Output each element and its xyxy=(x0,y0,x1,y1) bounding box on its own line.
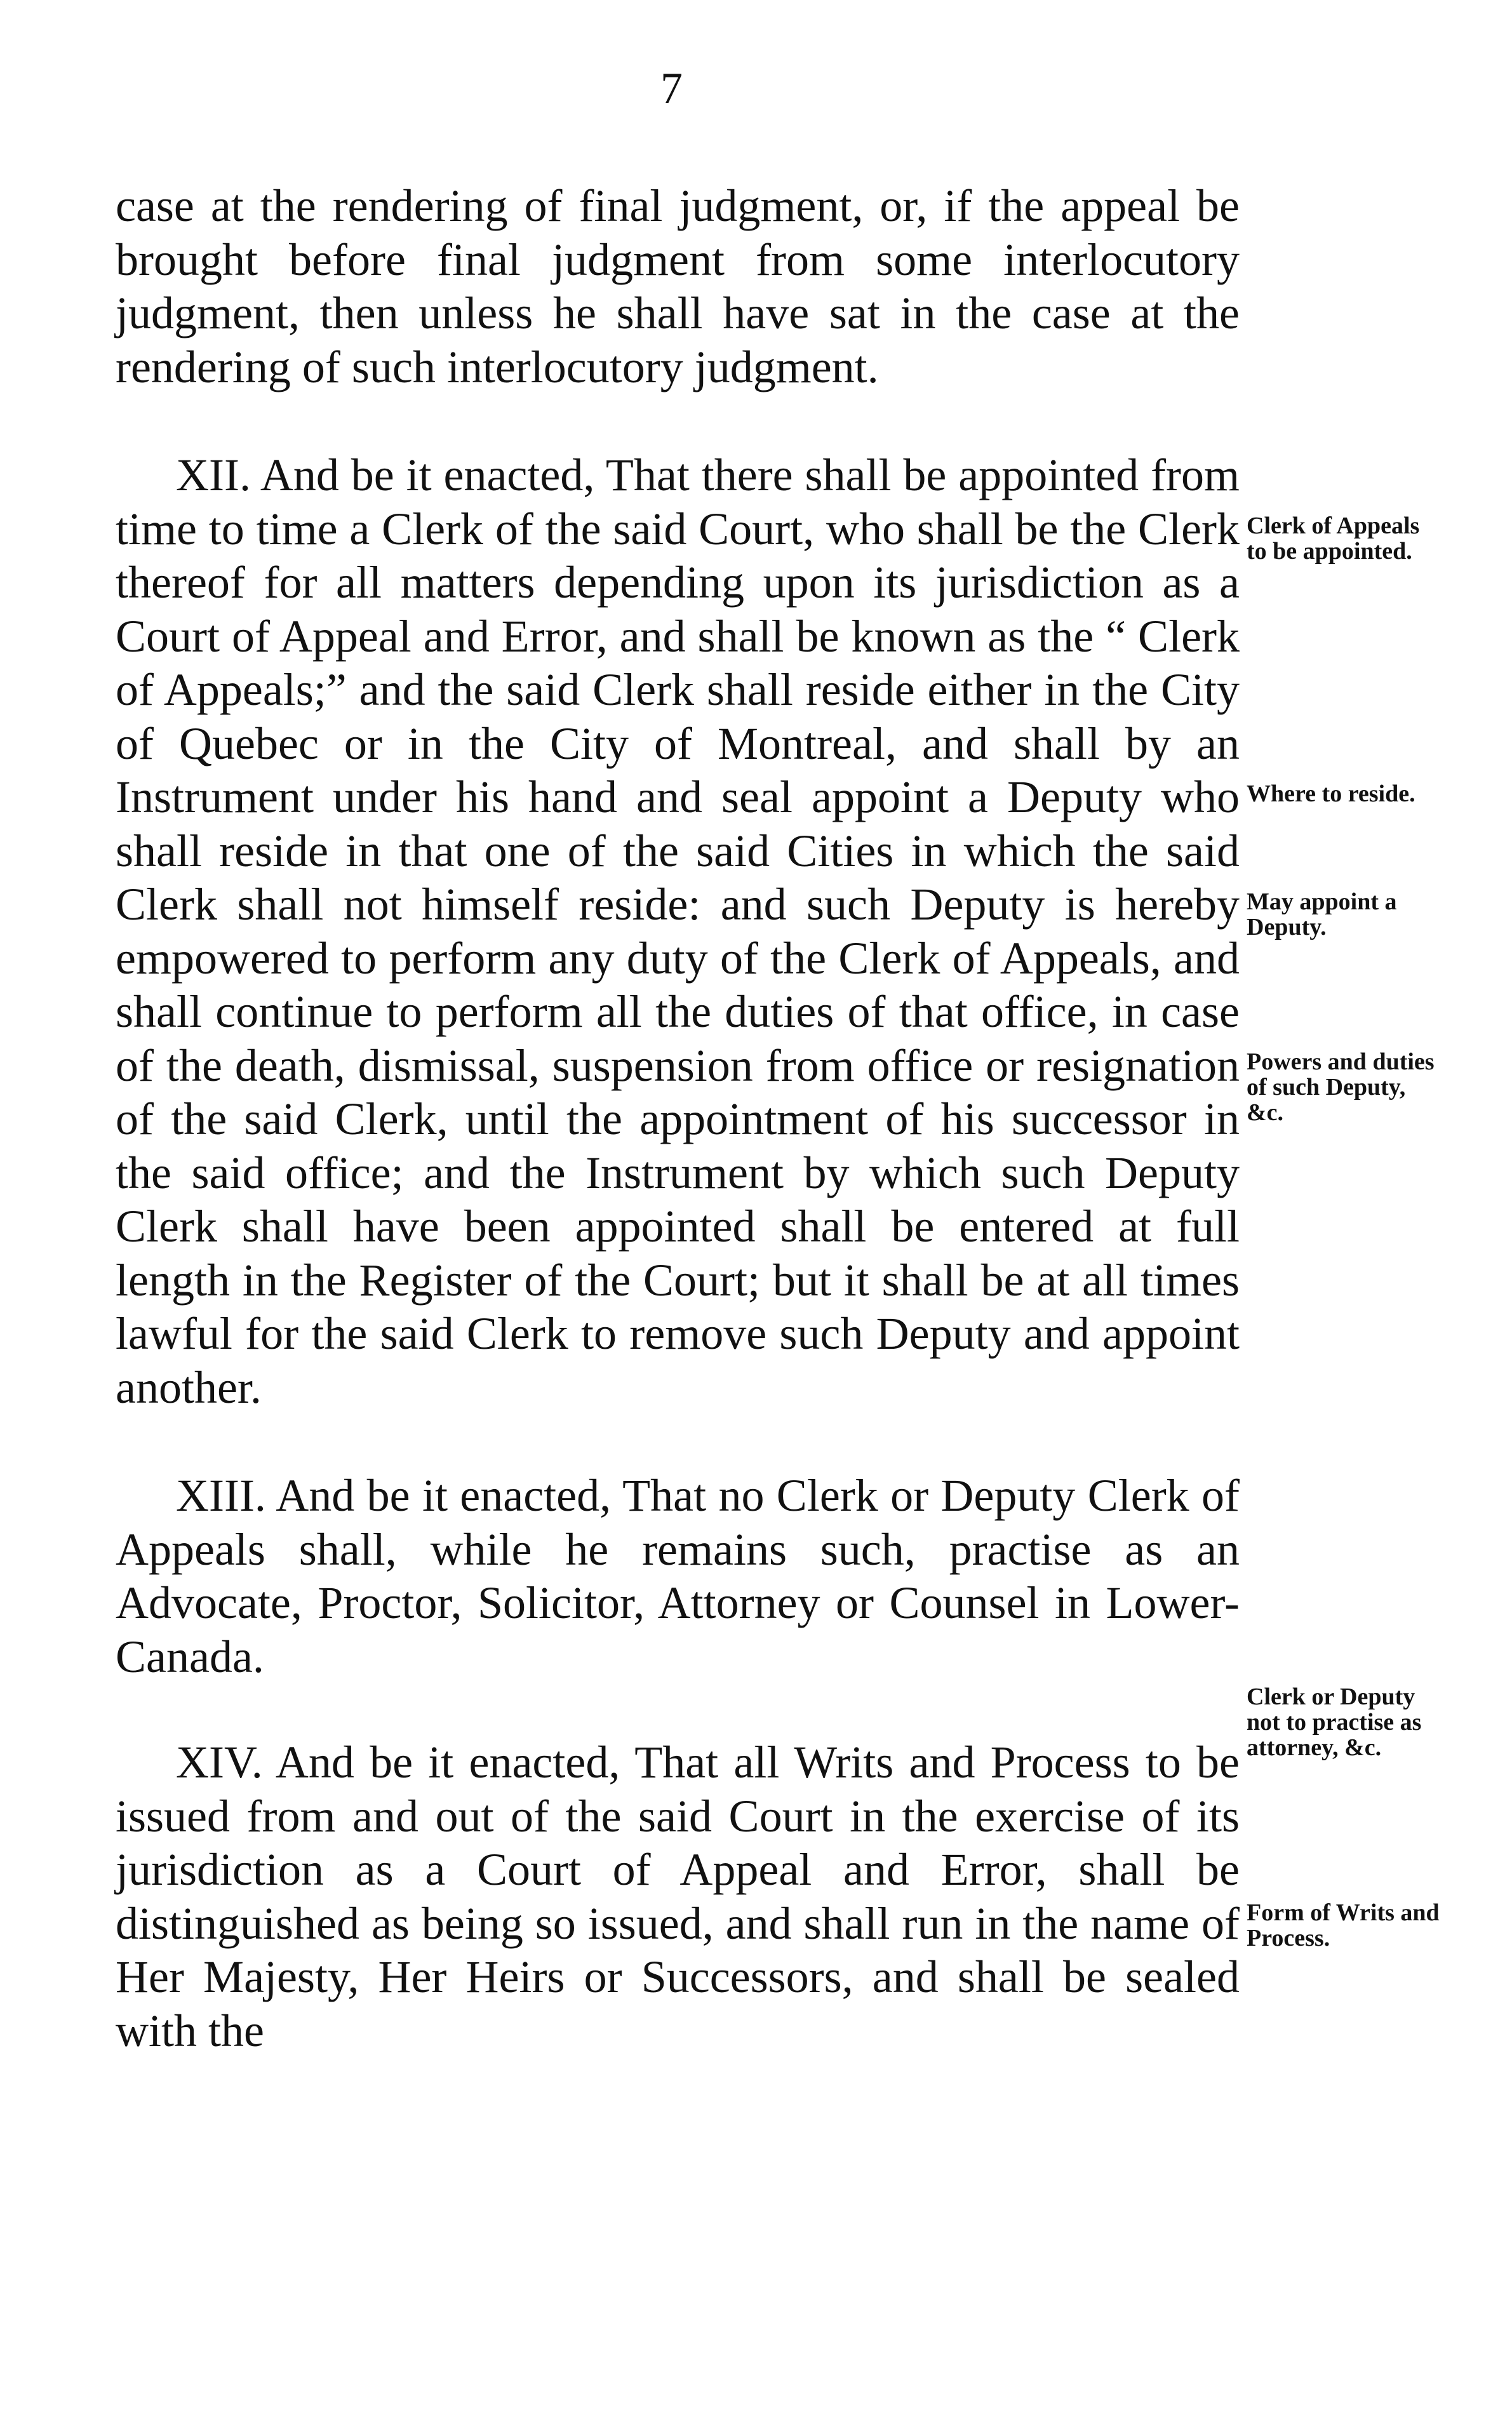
paragraph-section-xiv: XIV. And be it enacted, That all Writs and Process to be issued from and out of the said Court in the exercise of its jurisdiction as a Court of Appeal and Error, shall be distinguished as being so issued, and shall run in the name of Her Majesty, Her Heirs or Successors, and shall be sealed with the xyxy=(116,1737,1240,2056)
page-number: 7 xyxy=(660,64,683,113)
margin-note-may-appoint-deputy: May appoint a Deputy. xyxy=(1247,888,1397,940)
margin-note-clerk-not-to-practise: Clerk or Deputy not to practise as attorney, &c. xyxy=(1247,1683,1422,1761)
paragraph-continuation: case at the rendering of final judgment, or, if the appeal be brought before final judgment from some interlocutory judgment, then unless he shall have sat in the case at the rendering of such interlocutory judgment. xyxy=(116,180,1240,392)
paragraph-section-xii: XII. And be it enacted, That there shall be appointed from time to time a Clerk of the said Court, who shall be the Clerk thereof for all matters depending upon its jurisdiction as a Court of Appeal and Error, and shall be known as the “ Clerk of Appeals;” and the said Clerk shall reside either in the City of Quebec or in the City of Montreal, and shall by an Instrument under his hand and seal appoint a Deputy who shall reside in that one of the said Cities in which the said Clerk shall not himself reside: and such Deputy is hereby empowered to perform any duty of the Clerk of Appeals, and shall continue to perform all the duties of that office, in case of the death, dismissal, suspension from office or resignation of the said Clerk, until the appointment of his successor in the said office; and the Instrument by which such Deputy Clerk shall have been appointed shall be entered at full length in the Register of the Court; but it shall be at all times lawful for the said Clerk to remove such Deputy and appoint another. xyxy=(116,450,1240,1413)
margin-note-powers-and-duties: Powers and duties of such Deputy, &c. xyxy=(1247,1048,1435,1126)
paragraph-section-xiii: XIII. And be it enacted, That no Clerk or Deputy Clerk of Appeals shall, while he remains such, practise as an Advocate, Proctor, Solicitor, Attorney or Counsel in Lower-Canada. xyxy=(116,1470,1240,1682)
margin-note-where-to-reside: Where to reside. xyxy=(1247,780,1415,807)
margin-note-clerk-of-appeals: Clerk of Appeals to be appointed. xyxy=(1247,512,1420,565)
text-column xyxy=(116,179,1240,2057)
margin-note-form-of-writs: Form of Writs and Process. xyxy=(1247,1899,1440,1951)
